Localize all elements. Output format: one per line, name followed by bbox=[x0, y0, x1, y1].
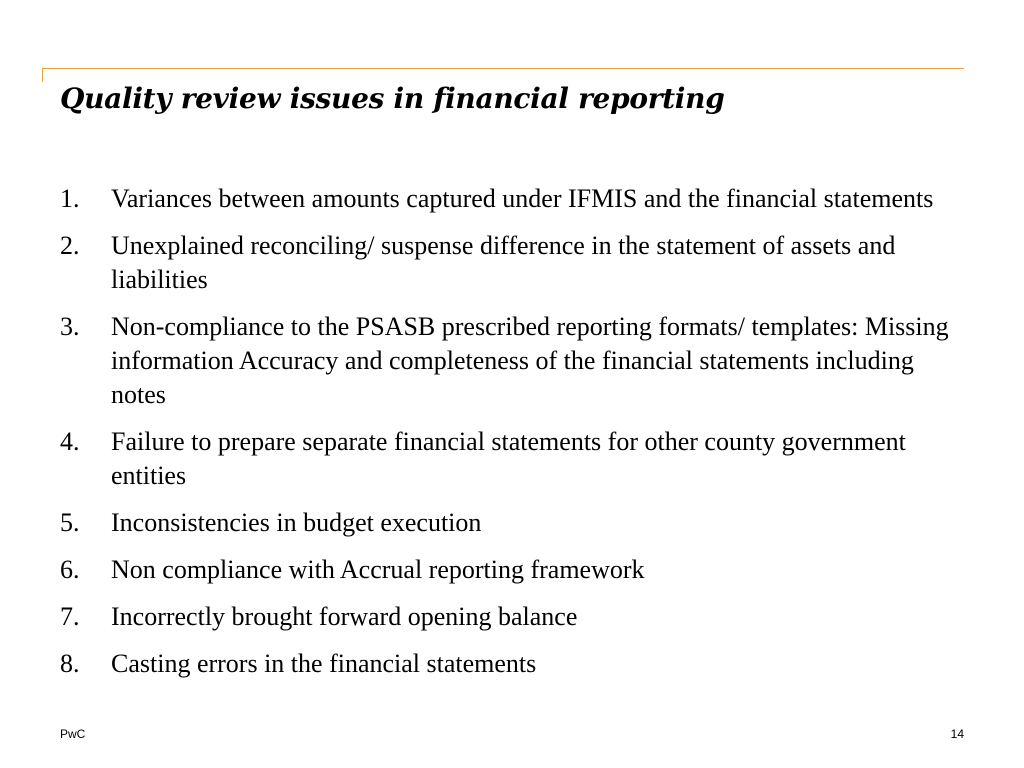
list-item-text: Inconsistencies in budget execution bbox=[111, 508, 482, 537]
list-item-text: Variances between amounts captured under IFMIS and the financial statements bbox=[111, 184, 934, 213]
list-item-number: 8. bbox=[60, 649, 80, 678]
list-item-number: 3. bbox=[60, 312, 80, 341]
footer-brand: PwC bbox=[60, 727, 86, 741]
page-number: 14 bbox=[950, 727, 964, 741]
list-item bbox=[60, 600, 960, 634]
list-item-number: 5. bbox=[60, 508, 80, 537]
list-item-text: Non compliance with Accrual reporting framework bbox=[111, 555, 645, 584]
list-item-text: Incorrectly brought forward opening balance bbox=[111, 602, 578, 631]
list-item bbox=[60, 506, 960, 540]
list-item bbox=[60, 229, 960, 297]
list-item bbox=[60, 425, 960, 493]
list-item bbox=[60, 182, 960, 216]
list-item-text: Non-compliance to the PSASB prescribed reporting formats/ templates: Missing information Accuracy and completeness of the financial statements including notes bbox=[111, 312, 949, 409]
list-item-number: 7. bbox=[60, 602, 80, 631]
slide-title: Quality review issues in financial reporting bbox=[60, 82, 725, 115]
list-item bbox=[60, 553, 960, 587]
title-rule bbox=[42, 68, 964, 69]
list-item-number: 1. bbox=[60, 184, 80, 213]
list-item-number: 2. bbox=[60, 231, 80, 260]
list-item-text: Unexplained reconciling/ suspense difference in the statement of assets and liabilities bbox=[111, 231, 896, 294]
list-item-number: 4. bbox=[60, 427, 80, 456]
list-item bbox=[60, 310, 960, 412]
issue-list bbox=[60, 182, 960, 694]
title-rule-tick bbox=[42, 68, 43, 82]
list-item bbox=[60, 647, 960, 681]
list-item-text: Casting errors in the financial statements bbox=[111, 649, 537, 678]
list-item-number: 6. bbox=[60, 555, 80, 584]
list-item-text: Failure to prepare separate financial statements for other county government entities bbox=[111, 427, 906, 490]
